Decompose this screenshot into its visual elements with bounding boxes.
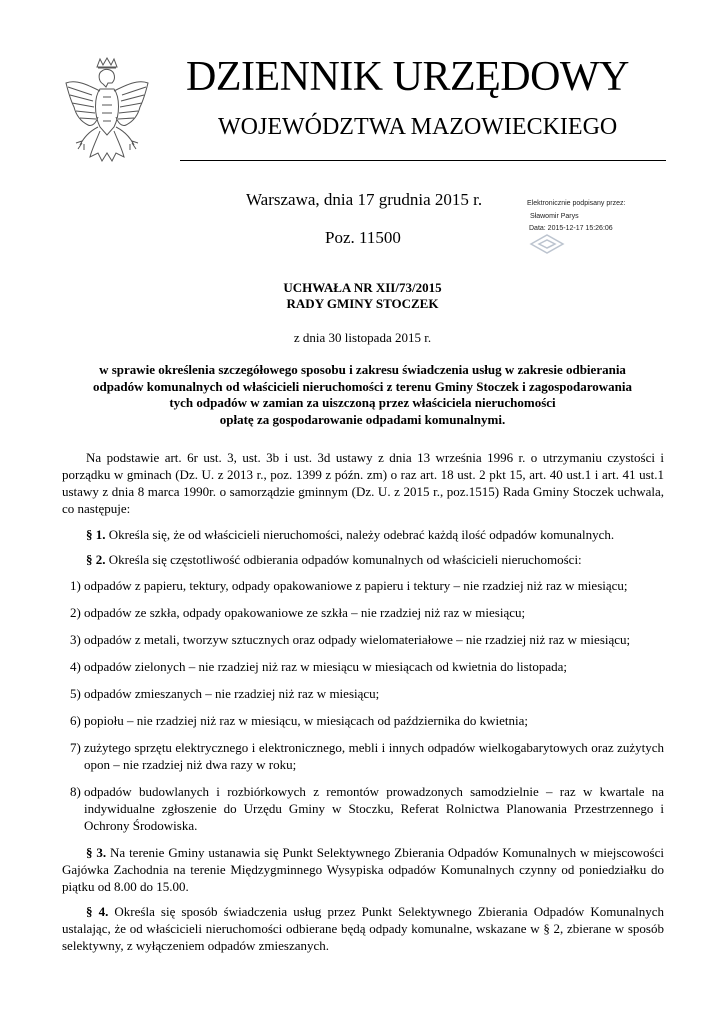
- act-title: [0, 280, 725, 312]
- item-text: odpadów ze szkła, odpady opakowaniowe ze szkła – nie rzadziej niż raz w miesiącu;: [84, 604, 526, 620]
- item-text: zużytego sprzętu elektrycznego i elektronicznego, mebli i innych odpadów wielkogabarytowych oraz zużytych opon – nie rzadziej niż dwa razy w roku;: [84, 739, 664, 772]
- signature-date: Data: 2015-12-17 15:26:06: [529, 225, 613, 232]
- act-number: UCHWAŁA NR XII/73/2015: [283, 280, 442, 295]
- item-number: 3): [70, 631, 81, 647]
- item-number: 2): [70, 604, 81, 620]
- item-number: 5): [70, 685, 81, 701]
- section-mark: § 1.: [86, 526, 106, 542]
- section-mark: § 4.: [86, 904, 109, 919]
- header-divider: [180, 160, 666, 161]
- journal-subtitle: WOJEWÓDZTWA MAZOWIECKIEGO: [218, 114, 618, 140]
- act-subject: [0, 362, 725, 428]
- electronic-signature: [527, 198, 625, 236]
- section-3: [62, 844, 664, 895]
- item-text: popiołu – nie rzadziej niż raz w miesiącu, w miesiącach od października do kwietnia;: [84, 712, 528, 728]
- list-item: [62, 604, 664, 621]
- subject-line: w sprawie określenia szczegółowego sposobu i zakresu świadczenia usług w zakresie odbierania: [99, 362, 626, 377]
- list-item: [62, 631, 664, 648]
- subject-line: tych odpadów w zamian za uiszczoną przez właściciela nieruchomości: [169, 395, 556, 410]
- item-text: odpadów z papieru, tektury, odpady opakowaniowe z papieru i tektury – nie rzadziej niż raz w miesiącu;: [84, 577, 628, 593]
- act-body: [62, 449, 664, 954]
- journal-title: DZIENNIK URZĘDOWY: [186, 54, 629, 100]
- item-number: 1): [70, 577, 81, 593]
- position-number: Poz. 11500: [325, 228, 401, 247]
- frequency-list: [62, 577, 664, 834]
- list-item: [62, 577, 664, 594]
- item-number: 6): [70, 712, 81, 728]
- subject-line: odpadów komunalnych od właścicieli nieruchomości z terenu Gminy Stoczek i zagospodarowania: [92, 378, 633, 394]
- item-text: odpadów budowlanych i rozbiórkowych z remontów prowadzonych samodzielnie – raz w kwartale na indywidualne zgłoszenie do Urzędu Gminy w Stoczku, Referat Rolnictwa Planowania Przestrzennego i Ochrony Środowiska.: [84, 783, 664, 833]
- publication-date: Warszawa, dnia 17 grudnia 2015 r.: [246, 190, 483, 209]
- list-item: [62, 712, 664, 729]
- list-item: [62, 658, 664, 675]
- section-text: Określa się częstotliwość odbierania odpadów komunalnych od właścicieli nieruchomości:: [105, 552, 582, 567]
- section-4: [62, 903, 664, 954]
- section-2: [62, 551, 664, 568]
- item-number: 7): [70, 739, 81, 755]
- signature-check-icon: [527, 232, 567, 256]
- section-1: [62, 526, 664, 543]
- list-item: [62, 783, 664, 834]
- act-issuer: RADY GMINY STOCZEK: [286, 296, 439, 311]
- signature-label: Elektronicznie podpisany przez:: [527, 200, 626, 207]
- act-date: z dnia 30 listopada 2015 r.: [293, 330, 432, 345]
- item-text: odpadów z metali, tworzyw sztucznych oraz odpady wielomateriałowe – nie rzadziej niż raz w miesiącu;: [84, 631, 631, 647]
- list-item: [62, 685, 664, 702]
- list-item: [62, 739, 664, 773]
- item-text: odpadów zielonych – nie rzadziej niż raz w miesiącu w miesiącach od kwietnia do listopada;: [84, 658, 567, 674]
- subject-line: opłatę za gospodarowanie odpadami komunalnymi.: [219, 411, 506, 427]
- item-text: odpadów zmieszanych – nie rzadziej niż raz w miesiącu;: [84, 685, 380, 701]
- section-text: Na terenie Gminy ustanawia się Punkt Selektywnego Zbierania Odpadów Komunalnych w miejscowości Gajówka Zachodnia na terenie Międzygminnego Wysypiska odpadów Komunalnych czynny od poniedziałku do piątku od 8.00 do 15.00.: [62, 844, 665, 894]
- section-mark: § 2.: [86, 552, 106, 567]
- section-mark: § 3.: [86, 844, 107, 860]
- item-number: 4): [70, 658, 81, 674]
- item-number: 8): [70, 783, 81, 799]
- eagle-emblem-icon: [62, 57, 152, 169]
- preamble: Na podstawie art. 6r ust. 3, ust. 3b i ust. 3d ustawy z dnia 13 września 1996 r. o utrzymaniu czystości i porządku w gminach (Dz. U. z 2013 r., poz. 1399 z późn. zm) o raz art. 18 ust. 2 pkt 15, art. 40 ust.1 i art. 41 ust.1 ustawy z dnia 8 marca 1990r. o samorządzie gminnym (Dz. U. z 2015 r., poz.1515) Rada Gminy Stoczek uchwala, co następuje:: [62, 450, 664, 516]
- signature-signer: Sławomir Parys: [530, 212, 579, 220]
- section-text: Określa się, że od właścicieli nieruchomości, należy odebrać każdą ilość odpadów komunalnych.: [105, 526, 615, 542]
- section-text: Określa się sposób świadczenia usług przez Punkt Selektywnego Zbierania Odpadów Komunalnych ustalając, że od właścicieli nieruchomości odbierane będą odpady komunalne, wskazane w § 2, zbierane w sposób selektywny, z wyłączeniem odpadów zmieszanych.: [62, 904, 664, 953]
